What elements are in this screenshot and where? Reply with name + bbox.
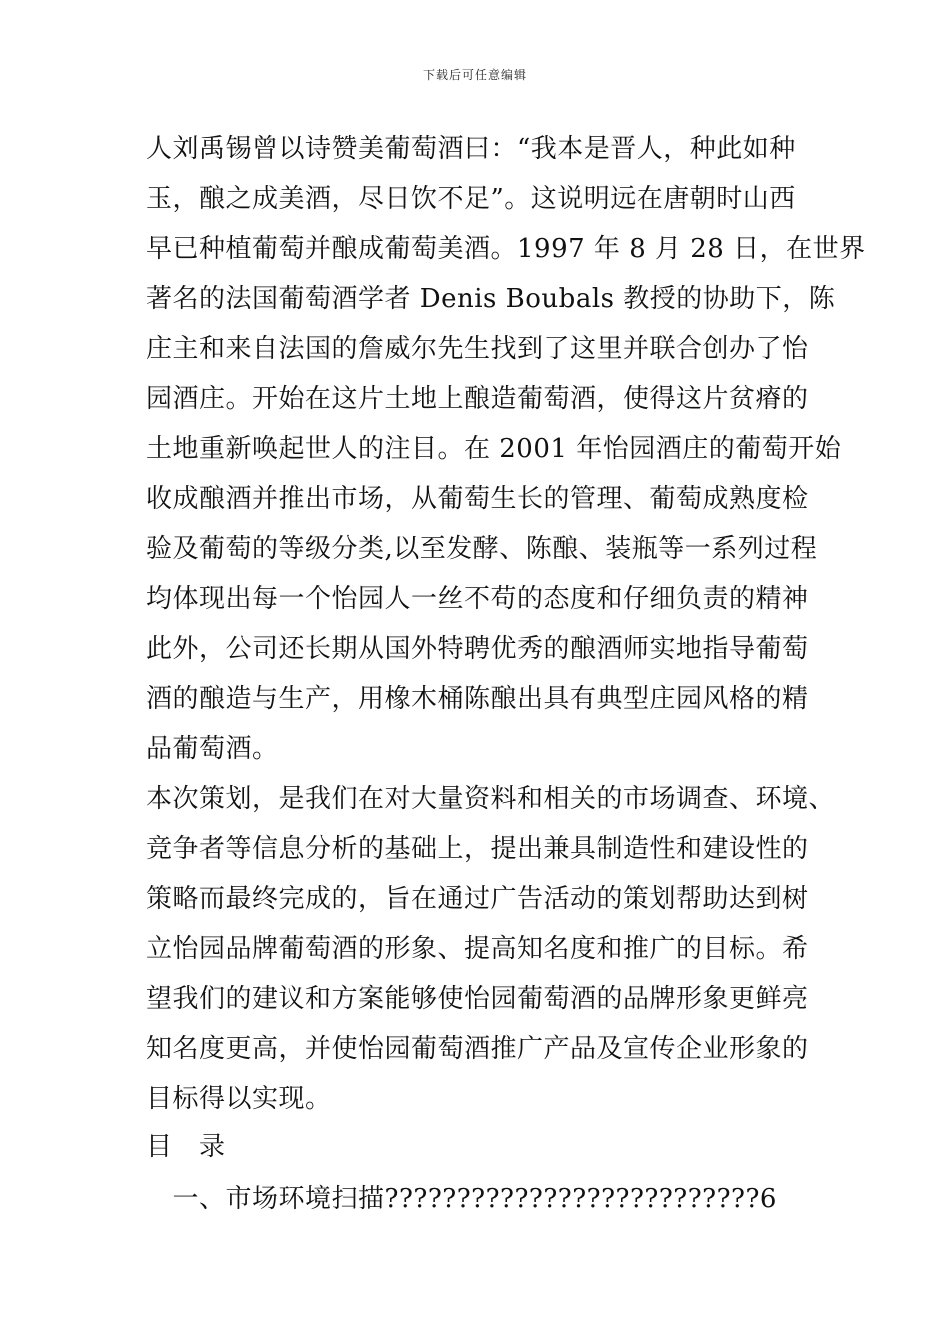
- toc-title: 目 录: [146, 1132, 226, 1162]
- body-line: 品葡萄酒。: [146, 734, 279, 764]
- body-line: 收成酿酒并推出市场，从葡萄生长的管理、葡萄成熟度检: [146, 484, 809, 514]
- body-line: 早已种植葡萄并酿成葡萄美酒。1997 年 8 月 28 日，在世界: [146, 234, 866, 264]
- body-line: 知名度更高，并使怡园葡萄酒推广产品及宣传企业形象的: [146, 1034, 809, 1064]
- body-line: 园酒庄。开始在这片土地上酿造葡萄酒，使得这片贫瘠的: [146, 384, 809, 414]
- body-line: 土地重新唤起世人的注目。在 2001 年怡园酒庄的葡萄开始: [146, 434, 842, 464]
- body-line: 本次策划，是我们在对大量资料和相关的市场调查、环境、: [146, 784, 836, 814]
- body-line: 验及葡萄的等级分类,以至发酵、陈酿、装瓶等一系列过程: [146, 534, 818, 564]
- body-line: 酒的酿造与生产，用橡木桶陈酿出具有典型庄园风格的精: [146, 684, 809, 714]
- body-line: 均体现出每一个怡园人一丝不苟的态度和仔细负责的精神: [146, 584, 809, 614]
- body-line: 目标得以实现。: [146, 1084, 332, 1114]
- body-line: 此外，公司还长期从国外特聘优秀的酿酒师实地指导葡萄: [146, 634, 809, 664]
- page-header: 下载后可任意编辑: [422, 68, 527, 82]
- body-line: 玉，酿之成美酒，尽日饮不足”。这说明远在唐朝时山西: [146, 184, 796, 214]
- body-line: 人刘禹锡曾以诗赞美葡萄酒曰：“我本是晋人，种此如种: [146, 134, 796, 164]
- body-line: 竞争者等信息分析的基础上，提出兼具制造性和建设性的: [146, 834, 809, 864]
- toc-entry[interactable]: 一、市场环境扫描??????????????????????????6: [146, 1184, 777, 1214]
- body-line: 著名的法国葡萄酒学者 Denis Boubals 教授的协助下，陈: [146, 284, 836, 314]
- body-line: 立怡园品牌葡萄酒的形象、提高知名度和推广的目标。希: [146, 934, 809, 964]
- body-line: 策略而最终完成的，旨在通过广告活动的策划帮助达到树: [146, 884, 809, 914]
- body-line: 望我们的建议和方案能够使怡园葡萄酒的品牌形象更鲜亮: [146, 984, 809, 1014]
- body-line: 庄主和来自法国的詹威尔先生找到了这里并联合创办了怡: [146, 334, 809, 364]
